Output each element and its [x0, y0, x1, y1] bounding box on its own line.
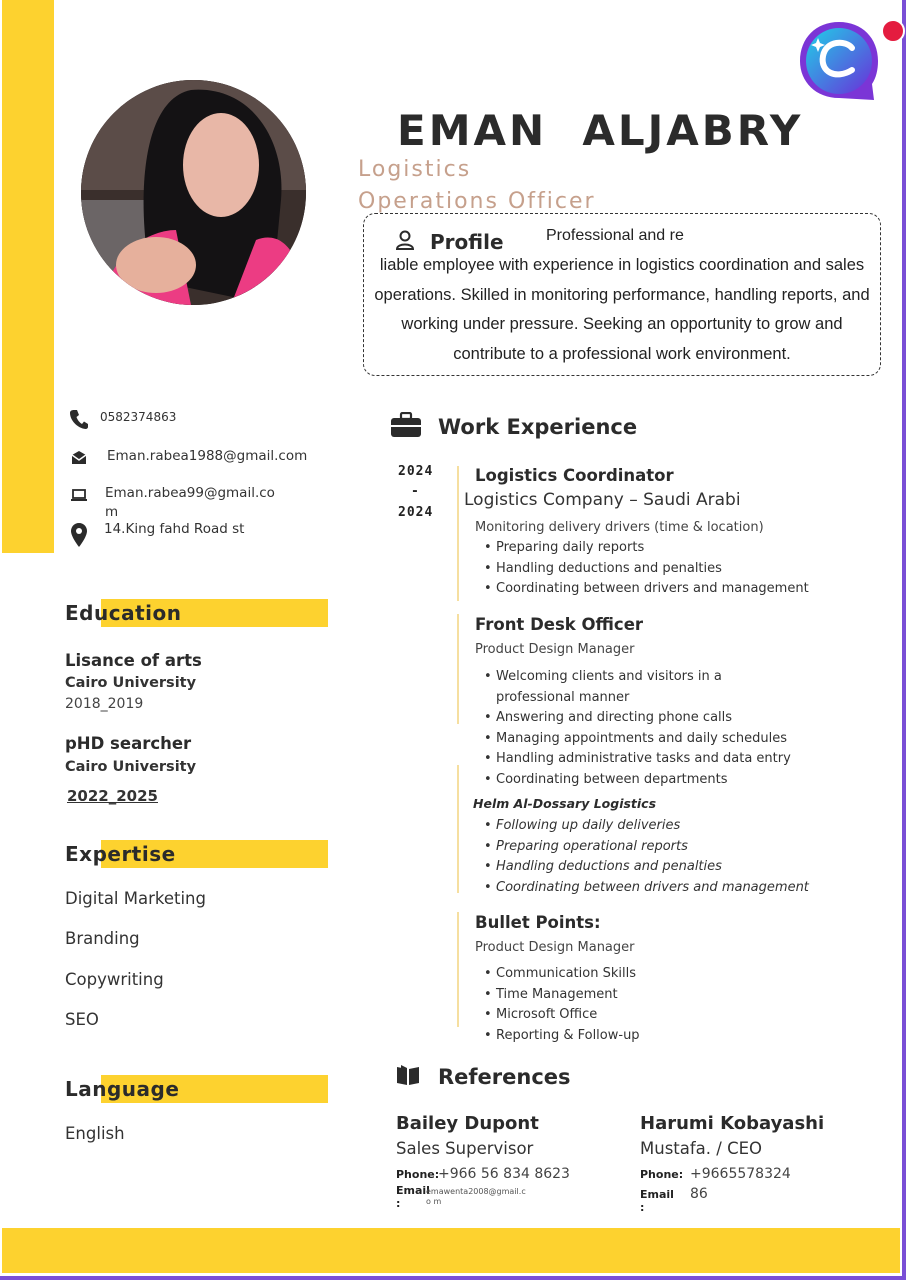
timeline-line: [457, 614, 459, 724]
notification-dot: [881, 19, 905, 43]
page-frame-bottom: [0, 1276, 906, 1280]
email-label: Email :: [396, 1184, 430, 1210]
education-title: Education: [65, 601, 182, 625]
language-item: English: [65, 1124, 125, 1143]
education-degree: pHD searcher: [65, 734, 192, 753]
references-heading: [396, 1064, 571, 1090]
mail-icon: [68, 447, 90, 469]
phone-label: Phone:: [640, 1168, 684, 1181]
location-pin-icon: [68, 520, 90, 550]
reference-role: Mustafa. / CEO: [640, 1139, 763, 1158]
job-description: Product Design Manager: [475, 940, 635, 955]
address: 14.King fahd Road st: [104, 521, 245, 537]
profile-title: Profile: [430, 230, 504, 254]
reference-card: [396, 1112, 626, 1210]
email-primary[interactable]: Eman.rabea1988@gmail.com: [107, 448, 308, 464]
language-title: Language: [65, 1077, 180, 1101]
reference-name: Bailey Dupont: [396, 1113, 539, 1134]
reference-phone-row: [396, 1166, 626, 1182]
language-heading: [65, 1075, 179, 1103]
education-degree: Lisance of arts: [65, 651, 202, 670]
job-bullets: [484, 816, 814, 898]
reference-name: Harumi Kobayashi: [640, 1113, 825, 1134]
contact-phone: [68, 408, 176, 430]
list-item: • Coordinating between departments: [484, 770, 794, 791]
list-item: • Microsoft Office: [484, 1005, 814, 1026]
list-item: • Reporting & Follow-up: [484, 1026, 814, 1047]
education-school: Cairo University: [65, 759, 197, 775]
canva-app-icon[interactable]: [796, 18, 882, 104]
reference-email[interactable]: emawenta2008@gmail.co m: [426, 1187, 526, 1206]
year-separator: -: [411, 484, 420, 499]
education-years: 2022_2025: [67, 787, 158, 805]
reference-email: 86: [690, 1186, 708, 1202]
list-item: • Answering and directing phone calls: [484, 708, 794, 729]
candidate-name: EMAN ALJABRY: [397, 106, 804, 155]
list-item: • Preparing daily reports: [484, 538, 814, 559]
skill-item: Copywriting: [65, 970, 164, 989]
list-item: • Following up daily deliveries: [484, 816, 814, 837]
list-item: • Managing appointments and daily schedules: [484, 729, 794, 750]
job-company: Helm Al-Dossary Logistics: [473, 796, 657, 811]
expertise-title: Expertise: [65, 842, 176, 866]
year-to: 2024: [398, 505, 434, 520]
job-description: Monitoring delivery drivers (time & location): [475, 520, 764, 535]
phone-icon: [68, 408, 90, 430]
profile-first-line: Professional and re: [546, 227, 684, 244]
list-item: • Handling deductions and penalties: [484, 559, 814, 580]
reference-email-row: [640, 1186, 870, 1214]
skill-item: Branding: [65, 929, 140, 948]
education-school: Cairo University: [65, 675, 197, 691]
profile-text: liable employee with experience in logistics coordination and sales operations. Skilled in monitoring performance, handling reports, and working under pressure. Seeking an opportunity to grow and contribute to a professional work environment.: [374, 256, 870, 363]
job-title: Bullet Points:: [475, 913, 601, 932]
role-line-1: Logistics: [358, 157, 472, 182]
briefcase-icon: [390, 412, 422, 442]
list-item: • Communication Skills: [484, 964, 814, 985]
job-bullets: [484, 538, 814, 600]
laptop-icon: [68, 484, 90, 506]
job-description: Product Design Manager: [475, 642, 635, 657]
references-title: References: [438, 1065, 571, 1089]
education-years: 2018_2019: [65, 696, 144, 712]
list-item: • Handling deductions and penalties: [484, 857, 814, 878]
job-title: Front Desk Officer: [475, 615, 644, 634]
book-icon: [396, 1064, 420, 1090]
reference-phone-row: [640, 1166, 870, 1182]
left-accent-bar: [2, 0, 54, 553]
profile-photo: [81, 80, 306, 305]
timeline-line: [457, 912, 459, 1027]
job-bullets: [484, 667, 794, 790]
expertise-heading: [65, 840, 176, 868]
list-item: • Preparing operational reports: [484, 837, 814, 858]
contact-email-2: [68, 484, 290, 522]
reference-role: Sales Supervisor: [396, 1139, 534, 1158]
email-label: Email :: [640, 1188, 674, 1214]
education-heading: [65, 599, 181, 627]
reference-phone: +966 56 834 8623: [438, 1166, 570, 1182]
work-experience-heading: [390, 412, 637, 442]
job-title: Logistics Coordinator: [475, 466, 674, 485]
skill-item: SEO: [65, 1010, 99, 1029]
reference-email-row: [396, 1184, 626, 1210]
list-item: • Welcoming clients and visitors in a professional manner: [484, 667, 794, 708]
reference-phone: +9665578324: [690, 1166, 791, 1182]
job-bullets: [484, 964, 814, 1046]
phone-number: 0582374863: [100, 410, 177, 424]
footer-accent-bar: [2, 1228, 900, 1273]
timeline-line: [457, 765, 459, 893]
list-item: • Coordinating between drivers and management: [484, 878, 814, 899]
role-line-2: Operations Officer: [358, 189, 596, 214]
list-item: • Coordinating between drivers and management: [484, 579, 814, 600]
page-frame-right: [902, 0, 906, 1280]
year-from: 2024: [398, 464, 434, 479]
contact-address: [68, 520, 244, 550]
job-company: Logistics Company – Saudi Arabi: [464, 490, 741, 510]
timeline-line: [457, 466, 459, 601]
list-item: • Handling administrative tasks and data entry: [484, 749, 794, 770]
skill-item: Digital Marketing: [65, 889, 206, 908]
reference-card: [640, 1112, 870, 1214]
list-item: • Time Management: [484, 985, 814, 1006]
phone-label: Phone:: [396, 1168, 440, 1181]
work-experience-title: Work Experience: [438, 415, 638, 439]
contact-email-1: [68, 447, 307, 469]
email-secondary[interactable]: Eman.rabea99@gmail.co m: [105, 485, 275, 520]
